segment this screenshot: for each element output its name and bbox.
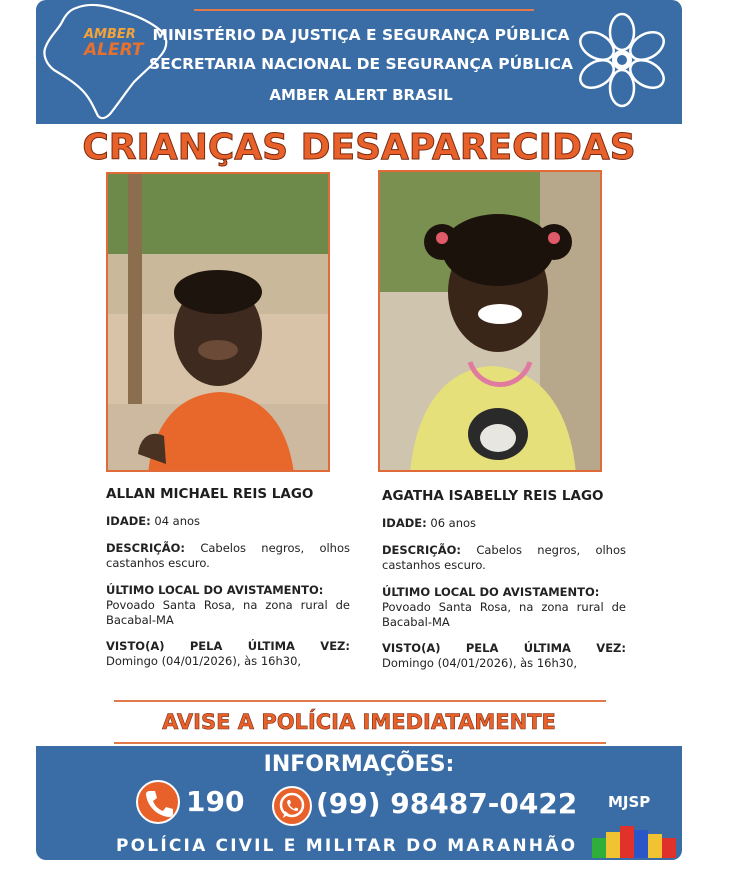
last-seen-place-row [106,583,350,628]
last-seen-time-row [106,639,350,669]
police-credit: POLÍCIA CIVIL E MILITAR DO MARANHÃO [116,836,578,856]
last-seen-time-value: Domingo (04/01/2026), às 16h30, [106,654,302,668]
alert-divider-bottom [114,742,606,744]
emergency-number: 190 [186,785,245,818]
last-seen-time-label: VISTO(A) PELA ÚLTIMA VEZ: [106,639,350,653]
age-label: IDADE: [382,516,427,530]
description-label: DESCRIÇÃO: [382,543,461,557]
last-seen-time-label: VISTO(A) PELA ÚLTIMA VEZ: [382,641,626,655]
last-seen-place-value: Povoado Santa Rosa, na zona rural de Bacabal-MA [382,600,626,629]
phone-icon [136,780,180,824]
last-seen-time-value: Domingo (04/01/2026), às 16h30, [382,656,578,670]
poster-title: CRIANÇAS DESAPARECIDAS [82,127,636,168]
description-label: DESCRIÇÃO: [106,541,185,555]
logo-word-alert: ALERT [84,40,144,60]
secretariat-title: SECRETARIA NACIONAL DE SEGURANÇA PÚBLICA [149,55,573,73]
description-value: Cabelos negros, olhos castanhos escuro. [382,543,626,572]
last-seen-place-label: ÚLTIMO LOCAL DO AVISTAMENTO: [382,585,600,599]
child-info-agatha [382,486,626,671]
description-row [106,541,350,571]
description-value: Cabelos negros, olhos castanhos escuro. [106,541,350,570]
whatsapp-number: (99) 98487-0422 [316,787,578,820]
age-row [382,516,626,531]
header-banner [36,0,682,124]
child-name: ALLAN MICHAEL REIS LAGO [106,486,314,502]
age-value: 04 anos [154,514,201,528]
last-seen-place-row [382,585,626,630]
whatsapp-icon [272,786,312,826]
flower-emblem-icon [577,10,667,110]
footer-banner [36,746,682,860]
last-seen-time-row [382,641,626,671]
child-name: AGATHA ISABELLY REIS LAGO [382,488,604,504]
header-divider [194,9,534,11]
age-row [106,514,350,529]
logo-word-amber: AMBER [84,27,136,42]
information-heading: INFORMAÇÕES: [263,752,455,777]
age-value: 06 anos [430,516,477,530]
alert-divider-top [114,700,606,702]
last-seen-place-value: Povoado Santa Rosa, na zona rural de Bacabal-MA [106,598,350,627]
amber-alert-logo [84,28,144,59]
age-label: IDADE: [106,514,151,528]
maranhao-flag-icon [592,824,680,858]
last-seen-place-label: ÚLTIMO LOCAL DO AVISTAMENTO: [106,583,324,597]
amber-alert-brasil: AMBER ALERT BRASIL [269,86,453,104]
child-photo-allan [106,172,330,472]
child-info-allan [106,484,350,669]
ministry-title: MINISTÉRIO DA JUSTIÇA E SEGURANÇA PÚBLICA [152,26,570,44]
header-text [141,22,581,110]
alert-message: AVISE A POLÍCIA IMEDIATAMENTE [162,710,556,734]
description-row [382,543,626,573]
child-photo-agatha [378,170,602,472]
missing-children-poster [36,0,682,860]
mjsp-label: MJSP [608,793,651,811]
